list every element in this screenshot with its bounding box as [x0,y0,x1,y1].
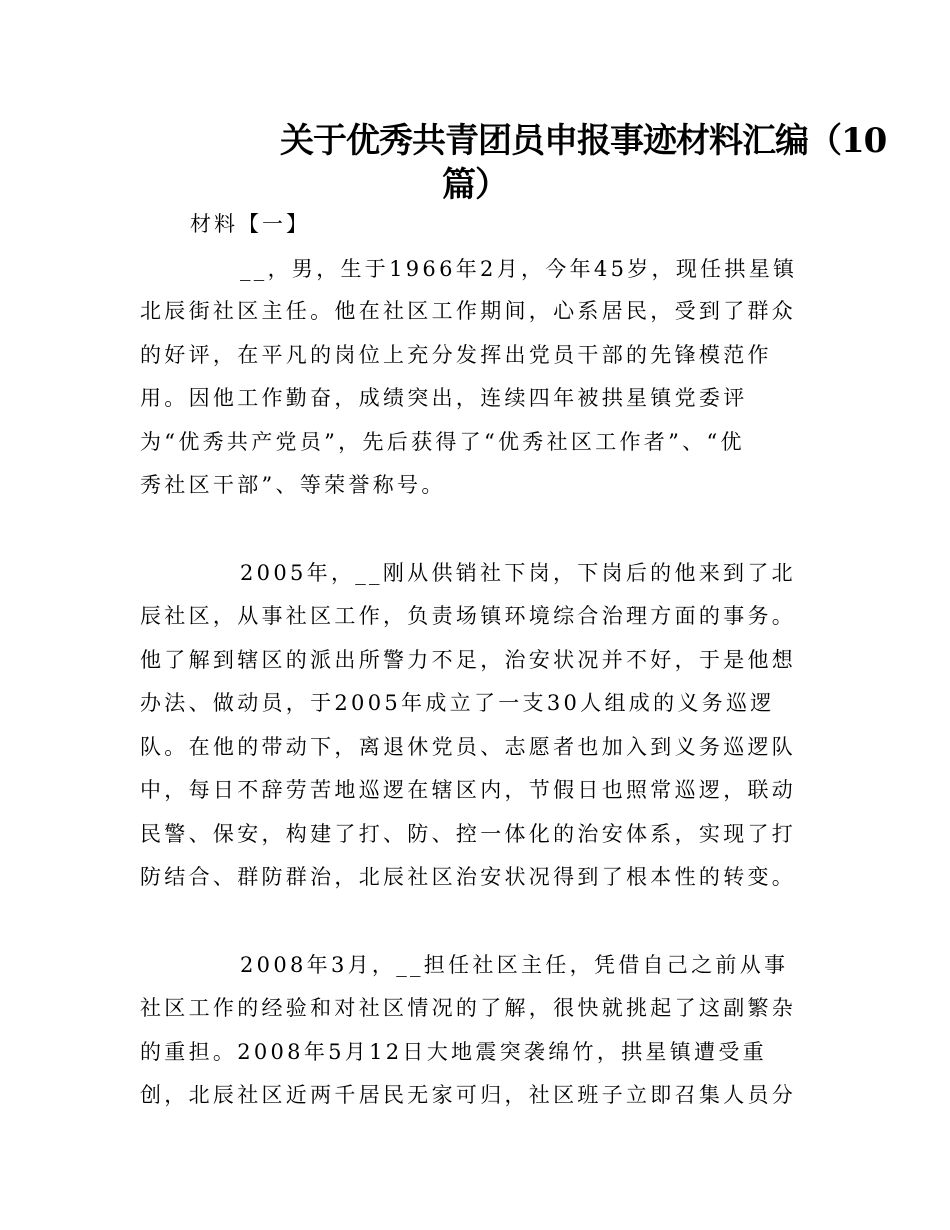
paragraph-3-line-1: 2008年3月，__担任社区主任，凭借自己之前从事 [240,953,789,977]
paragraph-2-line-7: 民警、保安，构建了打、防、控一体化的治安体系，实现了打 [140,822,797,846]
paragraph-2-line-4: 办法、做动员，于2005年成立了一支30人组成的义务巡逻 [140,691,775,715]
paragraph-3-line-2: 社区工作的经验和对社区情况的了解，很快就挑起了这副繁杂 [140,996,797,1020]
paragraph-3-line-4: 创，北辰社区近两千居民无家可归，社区班子立即召集人员分 [140,1083,797,1107]
paragraph-3-line-3: 的重担。2008年5月12日大地震突袭绵竹，拱星镇遭受重 [140,1040,767,1064]
paragraph-1-line-6: 秀社区干部”、等荣誉称号。 [140,473,446,497]
paragraph-2-line-8: 防结合、群防群治，北辰社区治安状况得到了根本性的转变。 [140,865,797,889]
paragraph-1-line-5: 为“优秀共产党员”，先后获得了“优秀社区工作者”、“优 [140,430,745,454]
paragraph-2-line-6: 中，每日不辞劳苦地巡逻在辖区内，节假日也照常巡逻，联动 [140,778,797,802]
document-title-line-2: 篇） [442,165,508,205]
paragraph-2-line-1: 2005年，__刚从供销社下岗，下岗后的他来到了北 [240,561,796,585]
paragraph-1-line-1: __，男，生于1966年2月，今年45岁，现任拱星镇 [240,257,798,281]
paragraph-2-line-2: 辰社区，从事社区工作，负责场镇环境综合治理方面的事务。 [140,604,797,628]
document-title-line-1: 关于优秀共青团员申报事迹材料汇编（10 [280,121,887,161]
paragraph-2-line-5: 队。在他的带动下，离退休党员、志愿者也加入到义务巡逻队 [140,735,797,759]
paragraph-1-line-3: 的好评，在平凡的岗位上充分发挥出党员干部的先锋模范作 [140,343,772,367]
paragraph-1-line-4: 用。因他工作勤奋，成绩突出，连续四年被拱星镇党委评 [140,386,748,410]
paragraph-1-line-2: 北辰街社区主任。他在社区工作期间，心系居民，受到了群众 [140,299,797,323]
section-label: 材料【一】 [190,212,310,236]
paragraph-2-line-3: 他了解到辖区的派出所警力不足，治安状况并不好，于是他想 [140,648,797,672]
